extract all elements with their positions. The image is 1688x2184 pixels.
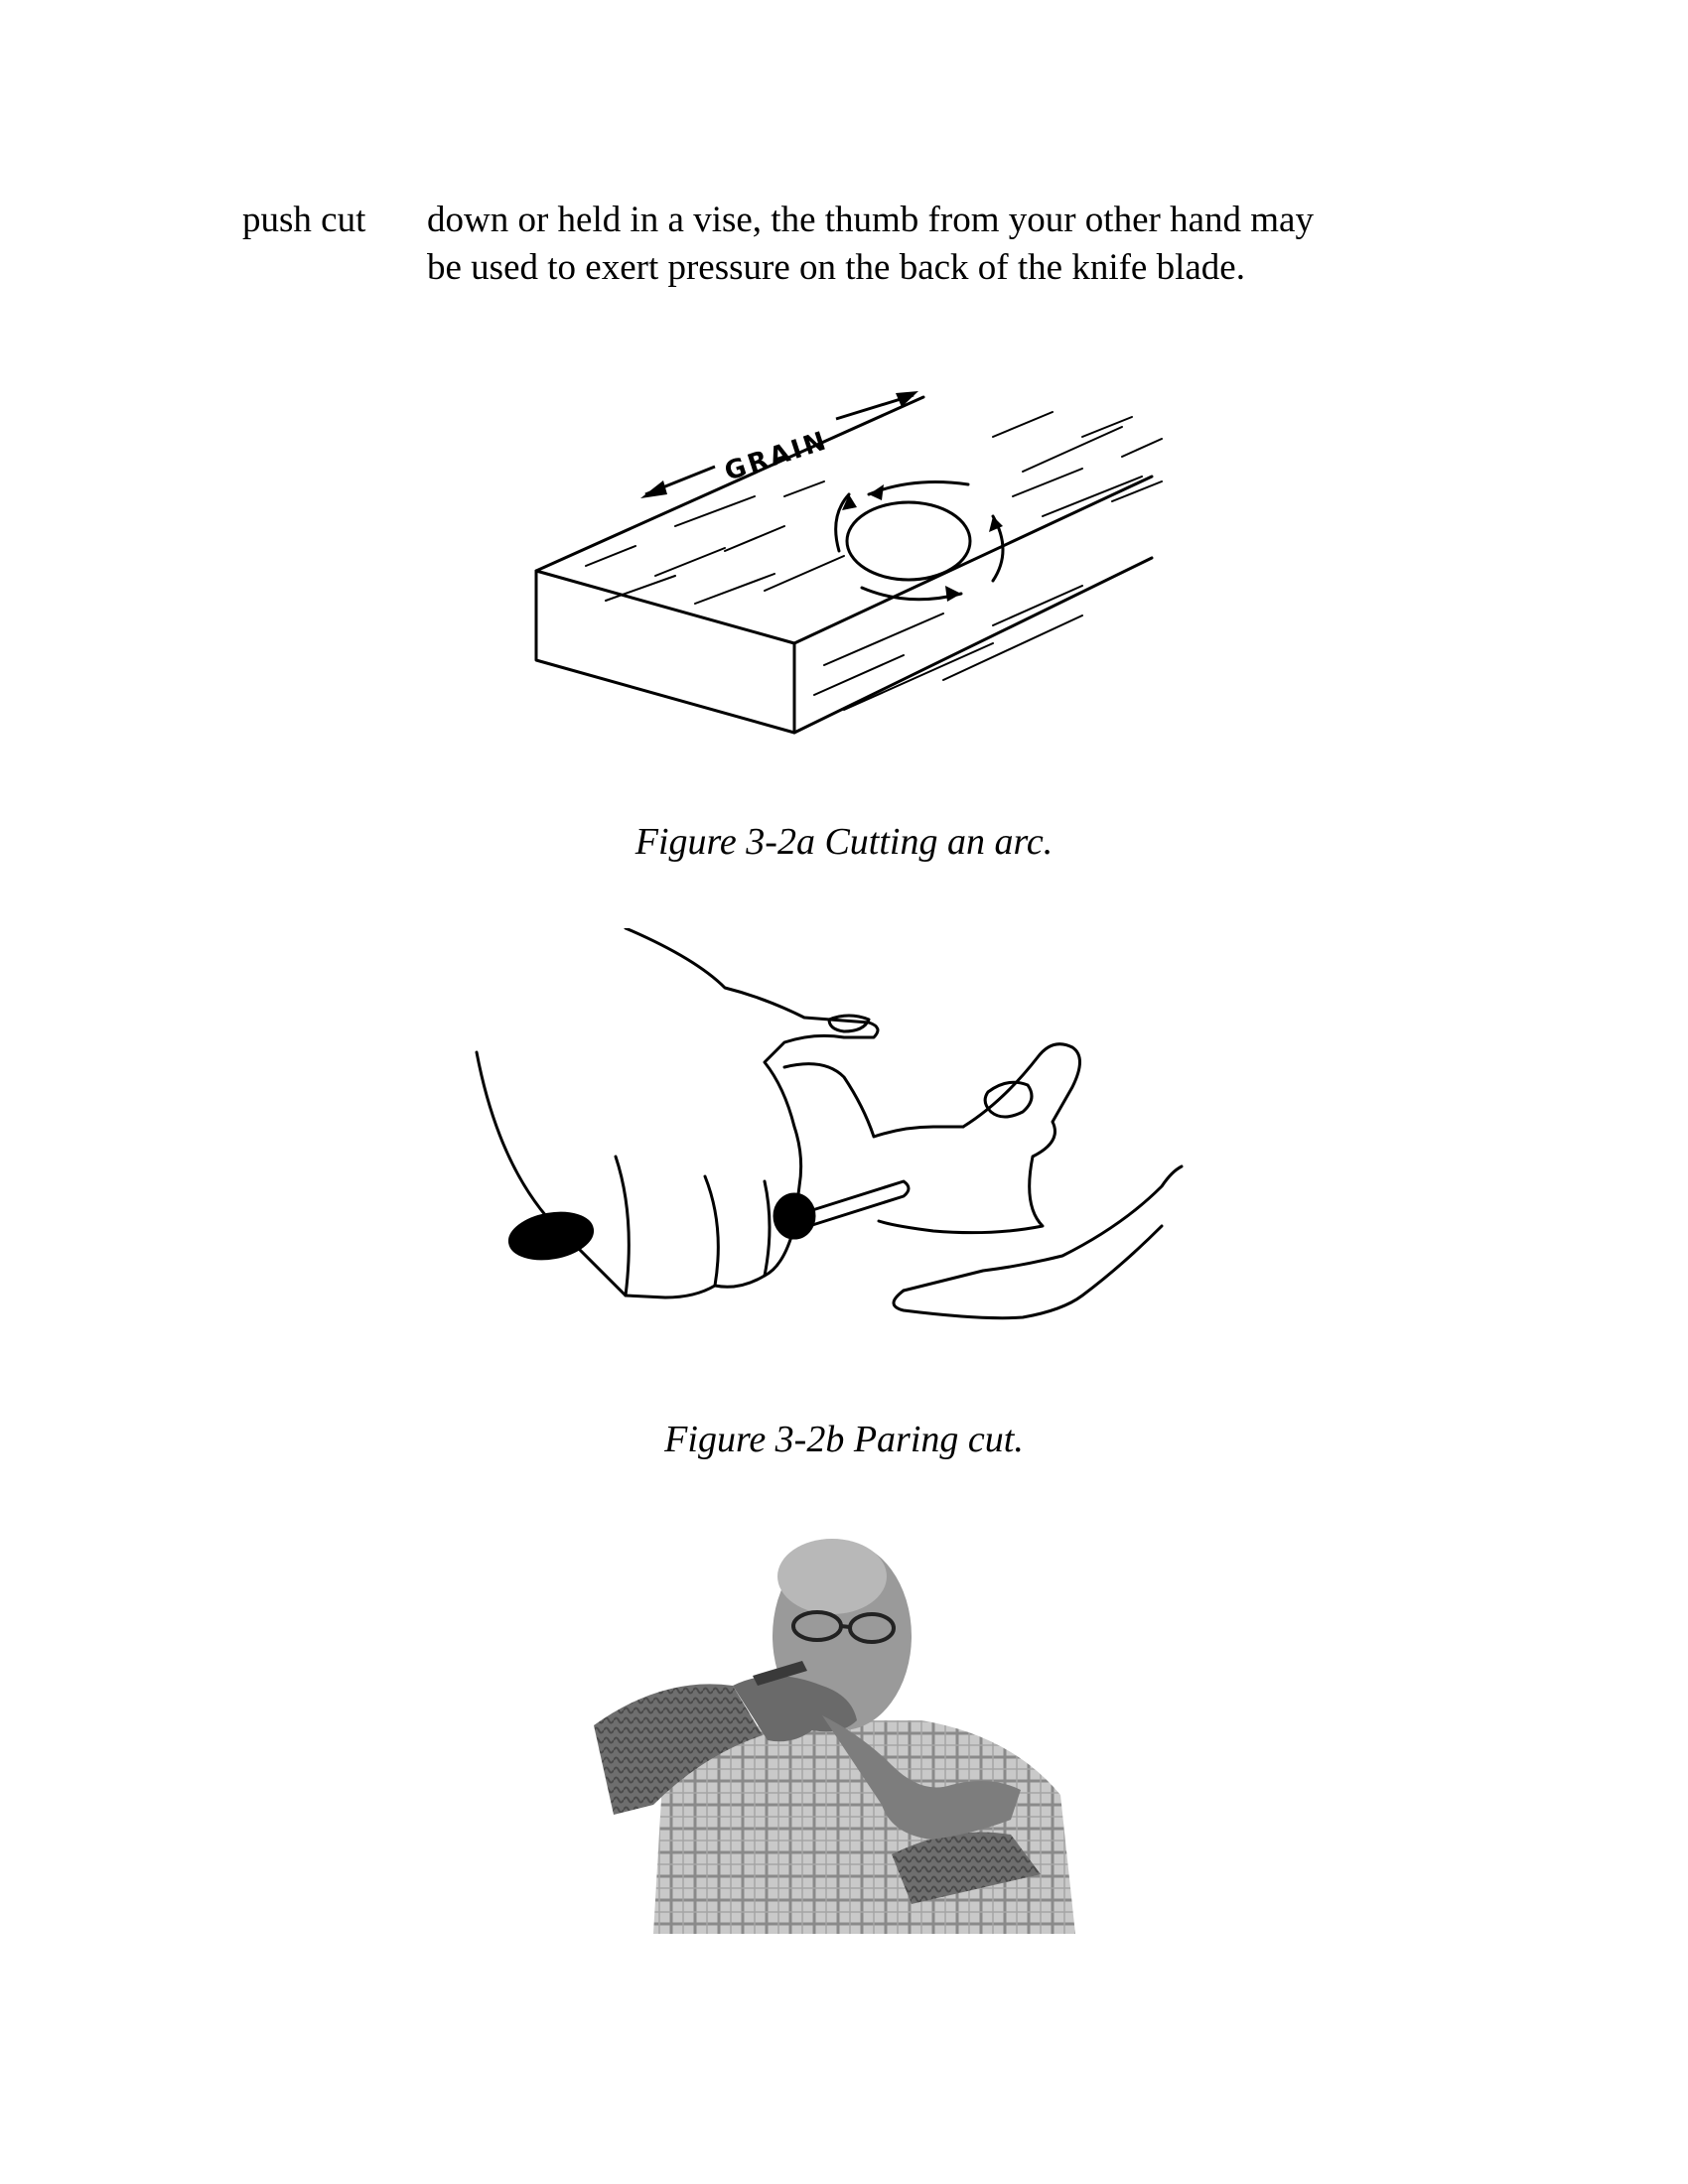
arrowhead-3: [945, 586, 961, 602]
grain-arrow-left-shaft: [645, 467, 715, 494]
margin-label-push-cut: push cut: [242, 200, 366, 240]
grain-label: GRAIN: [721, 425, 833, 487]
paragraph-line-1: down or held in a vise, the thumb from your other hand may: [427, 200, 1314, 240]
body-paragraph: [427, 197, 1440, 292]
knife-handle-end: [774, 1194, 814, 1238]
thumbnail: [985, 1082, 1032, 1117]
wood-piece: [784, 1064, 963, 1137]
carver-photo: [594, 1537, 1090, 1934]
knife-blade: [809, 1181, 909, 1226]
figure-cutting-arc-illustration: [526, 377, 1182, 745]
photo-head-top: [777, 1539, 887, 1614]
arc-ellipse: [847, 502, 970, 580]
figure-3-2a-caption: Figure 3-2a Cutting an arc.: [634, 821, 1054, 863]
paragraph-line-2: be used to exert pressure on the back of the knife blade.: [427, 247, 1245, 288]
arc-arrow-top: [869, 482, 968, 494]
figure-paring-cut-illustration: [467, 928, 1231, 1345]
figure-3-2b-caption: Figure 3-2b Paring cut.: [664, 1419, 1024, 1460]
board-front-face: [536, 571, 794, 733]
knife-handle: [506, 1207, 596, 1265]
knife-hand-finger-lines: [616, 1157, 770, 1296]
board-right-edge: [794, 558, 1152, 733]
holding-hand-outline: [879, 1044, 1182, 1291]
holding-hand-palm: [894, 1226, 1162, 1318]
